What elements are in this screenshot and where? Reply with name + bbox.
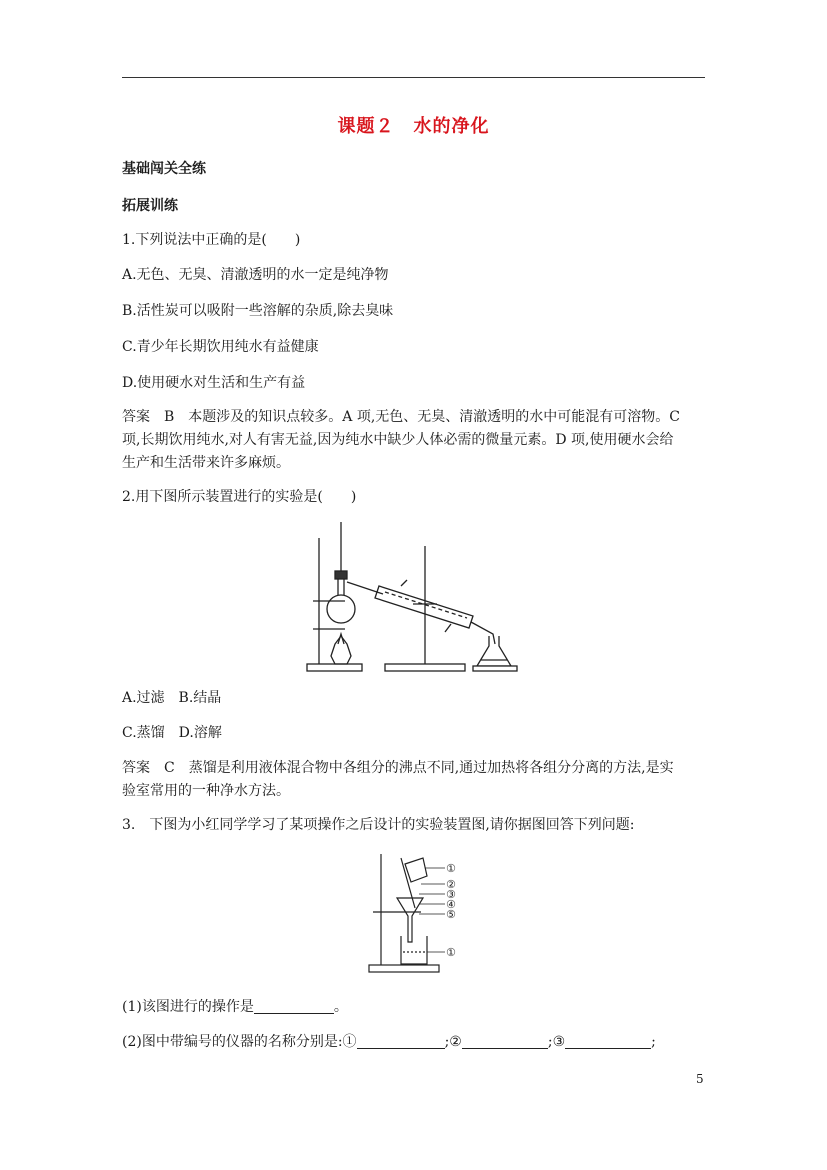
- answer-blank[interactable]: [565, 1032, 651, 1049]
- answer-line: 生产和生活带来许多麻烦。: [122, 455, 290, 471]
- answer-line: 答案 B 本题涉及的知识点较多。A 项,无色、无臭、清澈透明的水中可能混有可溶物。C: [122, 409, 681, 425]
- figure-label: ③: [446, 888, 456, 901]
- question-3-stem: 3. 下图为小红同学学习了某项操作之后设计的实验装置图,请你据图回答下列问题:: [122, 817, 635, 833]
- answer-blank[interactable]: [254, 997, 334, 1014]
- question-2-options-ab: A.过滤 B.结晶: [122, 690, 222, 706]
- question-1-option-c: C.青少年长期饮用纯水有益健康: [122, 339, 319, 355]
- sub2-prefix: (2)图中带编号的仪器的名称分别是:①: [122, 1034, 357, 1050]
- header-rule: [122, 77, 705, 78]
- figure-label: ⑤: [446, 908, 456, 921]
- question-2-options-cd: C.蒸馏 D.溶解: [122, 725, 222, 741]
- question-3-sub2: [122, 1032, 656, 1052]
- figure-label: ②: [446, 878, 456, 891]
- question-2-stem: 2.用下图所示装置进行的实验是( ): [122, 489, 357, 505]
- answer-line: 项,长期饮用纯水,对人有害无益,因为纯水中缺少人体必需的微量元素。D 项,使用硬水会给: [122, 432, 674, 448]
- answer-blank[interactable]: [462, 1032, 548, 1049]
- section-heading-basic: 基础闯关全练: [122, 161, 206, 177]
- distillation-apparatus-figure: [305, 516, 525, 676]
- figure-label: ①: [446, 862, 456, 875]
- separator: ;: [651, 1034, 656, 1050]
- figure-label: ④: [446, 898, 456, 911]
- separator: ;: [444, 1034, 450, 1050]
- question-2-answer: [122, 757, 707, 803]
- question-1-answer: [122, 406, 707, 475]
- figure-label: ①: [446, 946, 456, 959]
- answer-blank[interactable]: [357, 1032, 445, 1049]
- mark-3: ③: [552, 1034, 566, 1050]
- question-1-option-d: D.使用硬水对生活和生产有益: [122, 375, 306, 391]
- question-3-sub1: [122, 997, 348, 1017]
- separator: ;: [547, 1034, 553, 1050]
- answer-line: 验室常用的一种净水方法。: [122, 783, 290, 799]
- section-heading-extension: 拓展训练: [122, 198, 178, 214]
- question-1-stem: 1.下列说法中正确的是( ): [122, 232, 301, 248]
- mark-2: ②: [449, 1034, 462, 1050]
- question-1-option-a: A.无色、无臭、清澈透明的水一定是纯净物: [122, 267, 389, 283]
- page-title: 课题２ 水的净化: [337, 116, 490, 137]
- question-1-option-b: B.活性炭可以吸附一些溶解的杂质,除去臭味: [122, 303, 394, 319]
- answer-line: 答案 C 蒸馏是利用液体混合物中各组分的沸点不同,通过加热将各组分分离的方法,是实: [122, 760, 674, 776]
- page-number: 5: [696, 1072, 704, 1086]
- sub1-prefix: (1)该图进行的操作是: [122, 999, 254, 1015]
- filtration-apparatus-figure: [365, 852, 465, 976]
- sub1-suffix: 。: [333, 999, 348, 1015]
